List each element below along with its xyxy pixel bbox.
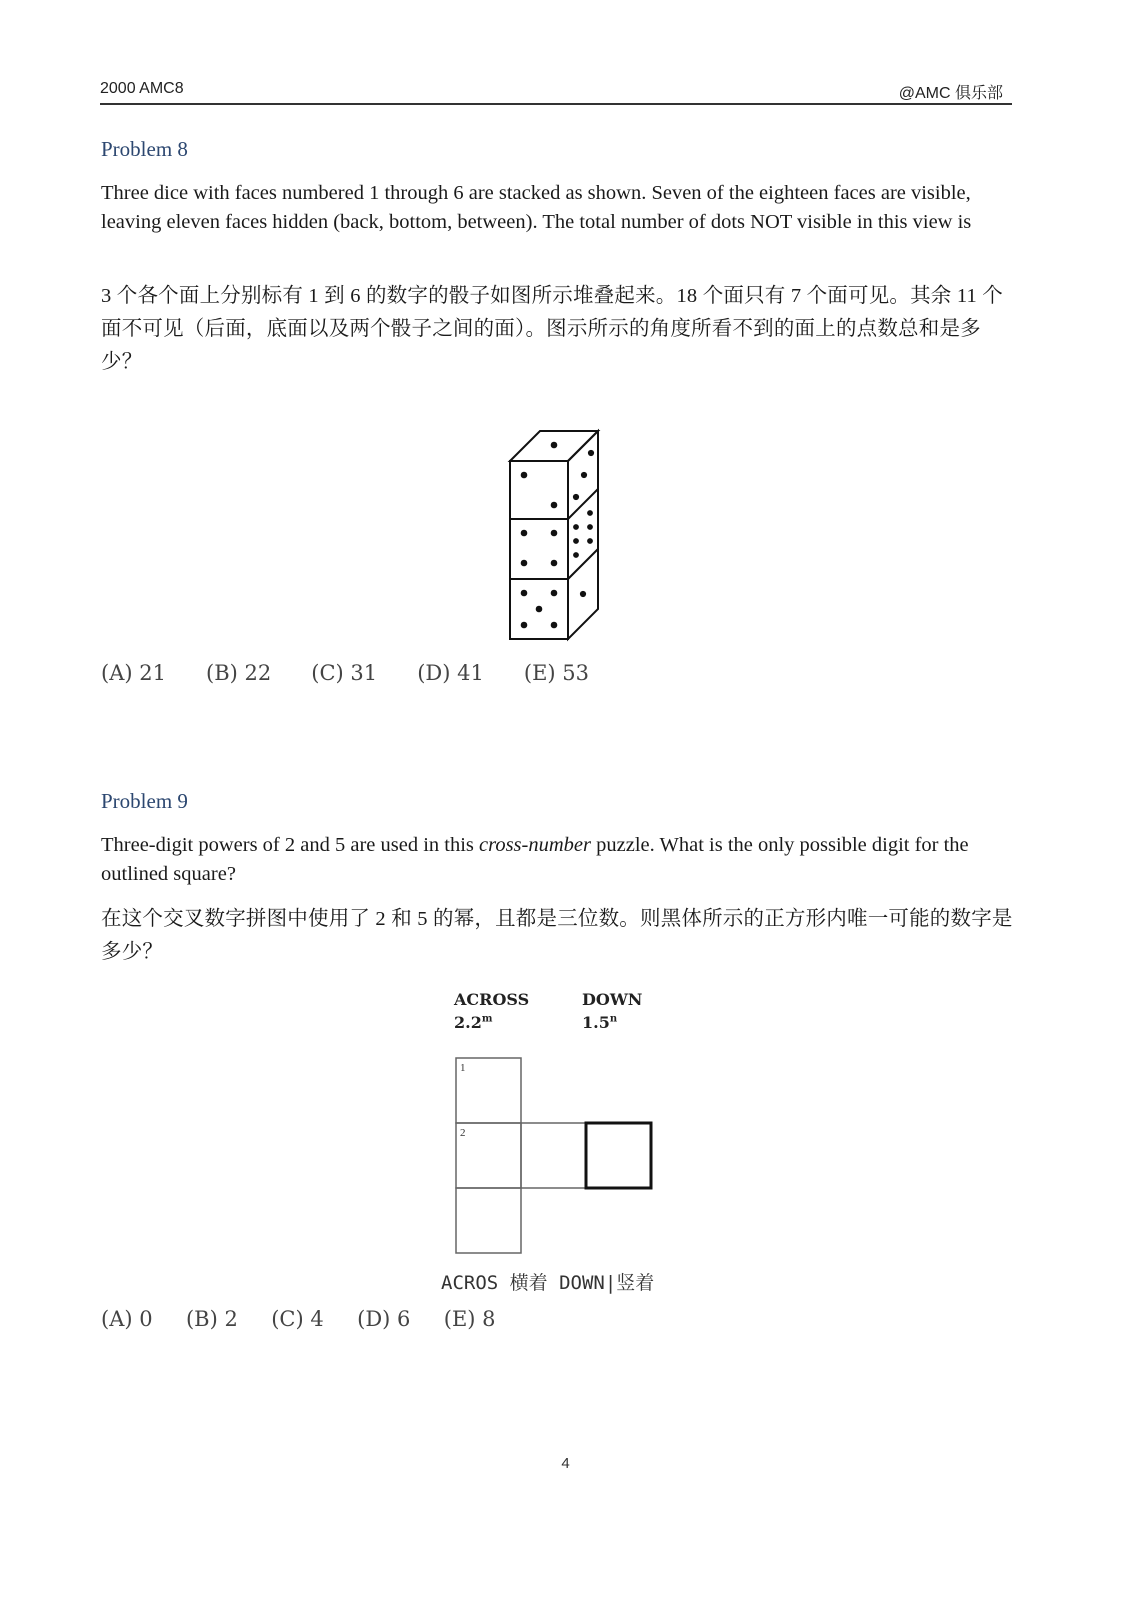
outlined-square[interactable] [586, 1123, 651, 1188]
problem-8-choices [101, 661, 589, 685]
across-label: ACROSS [454, 990, 530, 1009]
choice-a[interactable]: (A) 21 [101, 661, 166, 685]
header-left: 2000 AMC8 [100, 80, 184, 97]
down-label: DOWN [582, 990, 643, 1009]
choice-d[interactable]: (D) 6 [357, 1307, 411, 1331]
choice-c[interactable]: (C) 4 [271, 1307, 324, 1331]
choice-e[interactable]: (E) 8 [443, 1307, 496, 1331]
header-rule [100, 103, 1012, 105]
problem-8-text-zh: 3 个各个面上分别标有 1 到 6 的数字的骰子如图所示堆叠起来。18 个面只有 7 个面可见。其余 11 个面不可见（后面，底面以及两个骰子之间的面）。图示所示的角度所看不到的面上的点数总和是多少？ [101, 285, 1003, 373]
choice-c[interactable]: (C) 31 [311, 661, 378, 685]
page-number: 4 [561, 1455, 570, 1472]
problem-9-text-zh: 在这个交叉数字拼图中使用了 2 和 5 的幂，且都是三位数。则黑体所示的正方形内唯一可能的数字是多少？ [101, 908, 1013, 963]
cross-number-grid [450, 1052, 660, 1262]
grid-caption: ACROS 横着 DOWN|竖着 [441, 1272, 655, 1294]
problem-8-text-en: Three dice with faces numbered 1 through 6 are stacked as shown. Seven of the eighteen faces are visible, leaving eleven faces hidden (back, bottom, between). The total number of dots NOT visible in this view is [101, 182, 972, 233]
choice-d[interactable]: (D) 41 [417, 661, 484, 685]
problem-8-title: Problem 8 [101, 137, 188, 161]
cell-number-2: 2 [460, 1127, 466, 1139]
header-right: @AMC 俱乐部 [898, 85, 1003, 102]
cell-number-1: 1 [460, 1062, 466, 1074]
choice-b[interactable]: (B) 22 [206, 661, 272, 685]
down-clue: 1.5$^n$ [582, 1013, 618, 1032]
across-clue: 2.2$^m$ [454, 1013, 493, 1032]
choice-b[interactable]: (B) 2 [185, 1307, 238, 1331]
stacked-dice-figure [490, 420, 620, 650]
problem-9-text-en: Three-digit powers of 2 and 5 are used in this cross-number puzzle. What is the only possible digit for the outlined square? [101, 834, 969, 885]
choice-a[interactable]: (A) 0 [101, 1307, 153, 1331]
problem-9-choices [101, 1307, 496, 1331]
problem-9-title: Problem 9 [101, 789, 188, 813]
choice-e[interactable]: (E) 53 [523, 661, 590, 685]
